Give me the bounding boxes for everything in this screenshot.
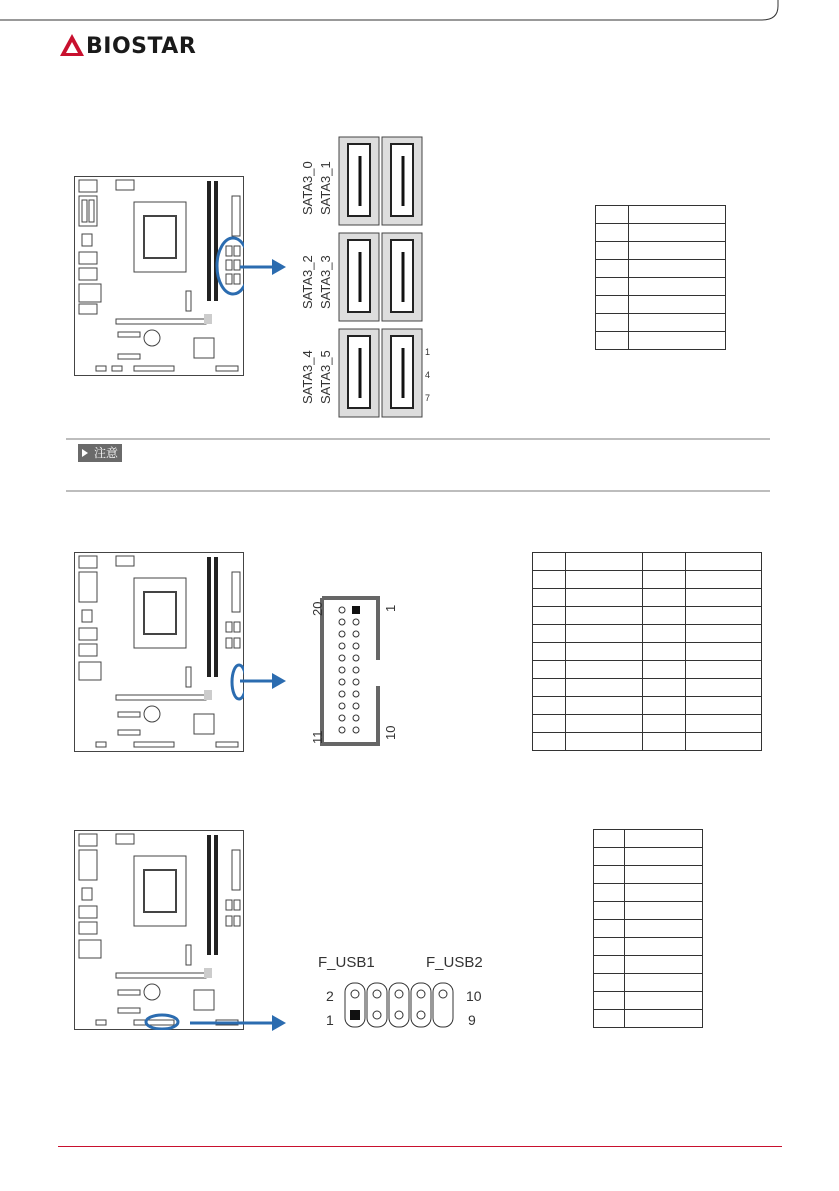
fusb-header xyxy=(344,982,464,1028)
sata-pin-table xyxy=(595,205,726,350)
header-20pin xyxy=(320,596,380,746)
sata-port-label: SATA3_4 xyxy=(300,350,315,404)
usb-pin-label: 2 xyxy=(326,988,334,1004)
biostar-logo xyxy=(58,30,218,64)
header-pin-label: 20 xyxy=(310,601,325,616)
sata-port-label: SATA3_2 xyxy=(300,255,315,309)
note-rule-bottom xyxy=(66,490,770,492)
pointer-arrow-usb xyxy=(190,1012,286,1034)
header-pin-label: 10 xyxy=(383,725,398,740)
sata-port-label: SATA3_0 xyxy=(300,161,315,215)
sata-port-label: SATA3_3 xyxy=(318,255,333,309)
pin-marker: 1 xyxy=(425,347,431,357)
pin-marker: 7 xyxy=(425,393,431,403)
header-pin-table xyxy=(532,552,762,751)
sata-port-label: SATA3_1 xyxy=(318,161,333,215)
motherboard-diagram-header xyxy=(74,552,244,752)
usb-pin-table xyxy=(593,829,703,1028)
pointer-arrow-header xyxy=(240,670,286,692)
motherboard-diagram-usb xyxy=(74,830,244,1030)
sata-port-label: SATA3_5 xyxy=(318,350,333,404)
fusb1-label: F_USB1 xyxy=(318,954,375,971)
fusb2-label: F_USB2 xyxy=(426,954,483,971)
pointer-arrow-sata xyxy=(240,256,286,278)
usb-pin-label: 10 xyxy=(466,988,482,1004)
footer-rule xyxy=(58,1146,782,1147)
logo-mark-icon xyxy=(58,32,86,60)
motherboard-diagram-sata xyxy=(74,176,244,376)
header-pin-label: 11 xyxy=(310,730,325,744)
pin-marker: 4 xyxy=(425,370,431,380)
usb-pin-label: 1 xyxy=(326,1012,334,1028)
usb-pin-label: 9 xyxy=(468,1012,476,1028)
note-rule-top xyxy=(66,438,770,440)
sata-connectors xyxy=(338,136,424,422)
header-pin-label: 1 xyxy=(383,604,398,612)
header-rule xyxy=(0,0,839,24)
logo-text: BIOSTAR xyxy=(86,34,197,59)
note-tag: 注意 xyxy=(78,444,122,462)
